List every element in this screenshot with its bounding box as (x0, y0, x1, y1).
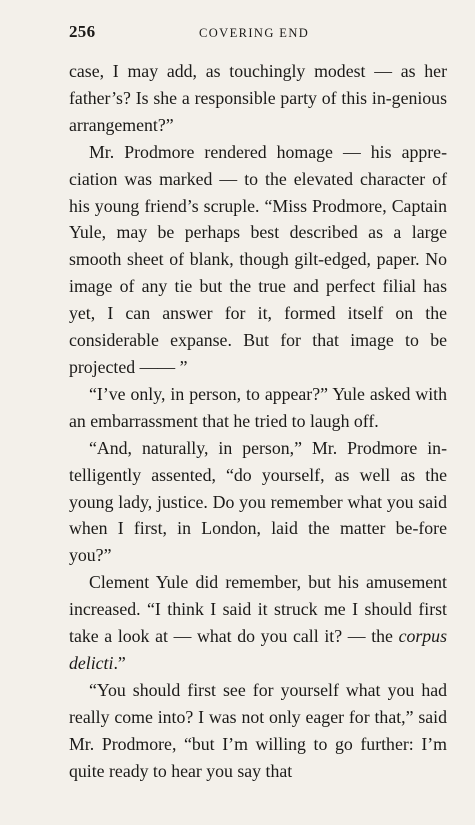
paragraph-text: Clement Yule did remember, but his amusement increased. “I think I said it struck me I should first take a look at — what do you call it? — the (69, 572, 447, 647)
paragraph (69, 435, 447, 570)
paragraph-text: “I’ve only, in person, to appear?” Yule asked with an embarrassment that he tried to laugh off. (69, 383, 447, 431)
paragraph (69, 381, 447, 435)
paragraph (69, 569, 447, 677)
paragraph-text: .” (113, 652, 126, 673)
paragraph-text: Mr. Prodmore rendered homage — his appre-ciation was marked — to the elevated character of his young friend’s scruple. “Miss Prodmore, Captain Yule, may be perhaps best described as a large smooth sheet of blank, though gilt-edged, paper. No image of any tie but the true and perfect filial has yet, I can answer for it, formed itself on the considerable expanse. But for that image to be projected —— ” (69, 141, 447, 377)
body-text (69, 58, 447, 784)
page-number: 256 (69, 22, 96, 41)
paragraph-text: “You should first see for yourself what you had really come into? I was not only eager for that,” said Mr. Prodmore, “but I’m willing to go further: I’m quite ready to hear you say that (69, 679, 447, 781)
paragraph-text: case, I may add, as touchingly modest — as her father’s? Is she a responsible party of this in-genious arrangement?” (69, 61, 447, 135)
paragraph (69, 139, 447, 381)
paragraph-text: “And, naturally, in person,” Mr. Prodmore in-telligently assented, “do yourself, as well as the young lady, justice. Do you remember what you said when I first, in London, laid the matter be-fore you?” (69, 437, 447, 566)
running-title: COVERING END (199, 26, 310, 40)
italic-text: corpus delicti (69, 626, 447, 673)
running-head (69, 22, 447, 46)
paragraph (69, 58, 447, 139)
paragraph (69, 677, 447, 785)
